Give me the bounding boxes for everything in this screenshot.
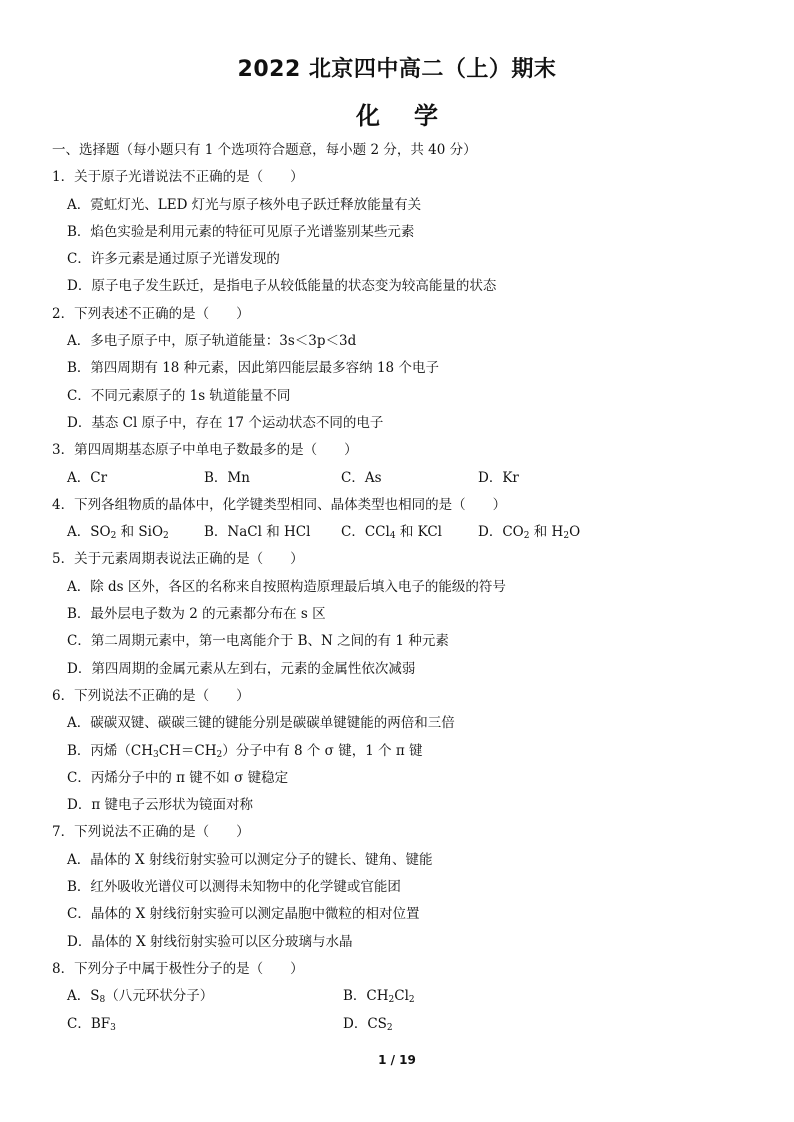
question-1-option-d: D．原子电子发生跃迁，是指电子从较低能量的状态变为较高能量的状态	[67, 278, 497, 295]
question-1-option-c: C．许多元素是通过原子光谱发现的	[67, 251, 280, 268]
question-content	[52, 137, 752, 1038]
question-2-stem: 2．下列表述不正确的是（ ）	[52, 305, 250, 322]
question-8-option-d: D．$CS_2$	[343, 1015, 393, 1033]
question-5-option-c: C．第二周期元素中，第一电离能介于 B、N 之间的有 1 种元素	[67, 633, 449, 650]
question-8-option-c: C．$BF_3$	[67, 1015, 116, 1033]
question-7-option-a: A．晶体的 X 射线衍射实验可以测定分子的键长、键角、键能	[67, 851, 433, 868]
question-4-option-d: D．$CO_2$ 和 $H_2O$	[478, 524, 581, 542]
question-6-option-a: A．碳碳双键、碳碳三键的键能分别是碳碳单键键能的两倍和三倍	[67, 715, 455, 732]
question-2-option-b: B．第四周期有 18 种元素，因此第四能层最多容纳 18 个电子	[67, 360, 439, 377]
subject-title: 化学	[356, 102, 472, 130]
question-4-option-a: A．$SO_2$ 和 SiO$_2$	[67, 524, 169, 542]
question-8-option-a: A．$S_8$（八元环状分子）	[67, 988, 214, 1006]
question-7-option-d: D．晶体的 X 射线衍射实验可以区分玻璃与水晶	[67, 933, 353, 950]
question-4-option-c: C．CCl$_4$ 和 KCl	[341, 524, 442, 542]
question-7-option-c: C．晶体的 X 射线衍射实验可以测定晶胞中微粒的相对位置	[67, 906, 420, 923]
question-5-option-d: D．第四周期的金属元素从左到右，元素的金属性依次减弱	[67, 660, 416, 677]
page-number: 1 / 19	[378, 1053, 416, 1067]
question-1-option-b: B．焰色实验是利用元素的特征可见原子光谱鉴别某些元素	[67, 223, 415, 240]
question-4-option-b: B．NaCl 和 HCl	[204, 524, 311, 541]
section-heading: 一、选择题（每小题只有 1 个选项符合题意，每小题 2 分，共 40 分）	[52, 142, 477, 158]
question-1-stem: 1．关于原子光谱说法不正确的是（ ）	[52, 169, 304, 186]
question-5-option-b: B．最外层电子数为 2 的元素都分布在 s 区	[67, 606, 326, 623]
question-2-option-c: C．不同元素原子的 1s 轨道能量不同	[67, 387, 291, 404]
page-title: 2022 北京四中高二（上）期末	[237, 57, 557, 82]
question-2-option-d: D．基态 Cl 原子中，存在 17 个运动状态不同的电子	[67, 414, 384, 431]
question-6-option-d: D．π 键电子云形状为镜面对称	[67, 797, 253, 814]
question-5-option-a: A．除 ds 区外，各区的名称来自按照构造原理最后填入电子的能级的符号	[67, 578, 506, 595]
question-3-options	[52, 465, 752, 492]
question-5-stem: 5．关于元素周期表说法正确的是（ ）	[52, 551, 304, 568]
question-2-option-a: A．多电子原子中，原子轨道能量：3s＜3p＜3d	[67, 333, 357, 350]
question-8-options-row-1	[52, 983, 752, 1010]
question-3-option-c: C．As	[341, 469, 382, 486]
question-3-option-d: D．Kr	[478, 469, 519, 486]
question-4-stem: 4．下列各组物质的晶体中，化学键类型相同、晶体类型也相同的是（ ）	[52, 496, 507, 513]
question-3-option-a: A．Cr	[67, 469, 108, 486]
question-1-option-a: A．霓虹灯光、LED 灯光与原子核外电子跃迁释放能量有关	[67, 196, 422, 213]
question-8-options-row-2	[52, 1011, 752, 1038]
question-4-options	[52, 519, 752, 546]
question-8-option-b: B．$CH_2Cl_2$	[343, 988, 415, 1006]
question-8-stem: 8．下列分子中属于极性分子的是（ ）	[52, 960, 304, 977]
question-7-stem: 7．下列说法不正确的是（ ）	[52, 824, 250, 841]
question-7-option-b: B．红外吸收光谱仪可以测得未知物中的化学键或官能团	[67, 879, 401, 896]
question-6-stem: 6．下列说法不正确的是（ ）	[52, 687, 250, 704]
question-6-option-b: B．丙烯$(CH_3CH=CH_2)$分子中有 8 个 σ 键，1 个 π 键	[67, 742, 423, 760]
question-3-stem: 3．第四周期基态原子中单电子数最多的是（ ）	[52, 442, 358, 459]
question-6-option-c: C．丙烯分子中的 π 键不如 σ 键稳定	[67, 769, 289, 786]
question-3-option-b: B．Mn	[204, 469, 250, 486]
